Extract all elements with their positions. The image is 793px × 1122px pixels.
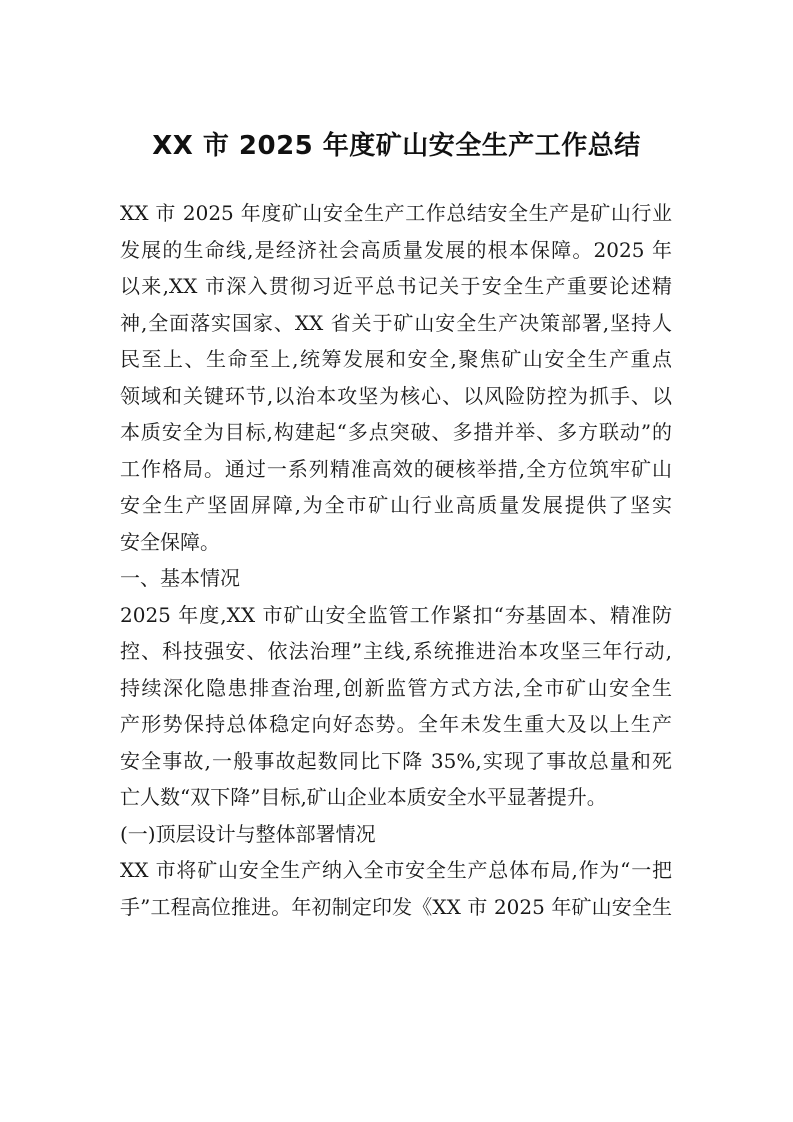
body-line: 工作格局。通过一系列精准高效的硬核举措,全方位筑牢矿山 bbox=[120, 456, 672, 481]
body-line: 发展的生命线,是经济社会高质量发展的根本保障。2025 年 bbox=[120, 237, 672, 262]
body-line: 2025 年度,XX 市矿山安全监管工作紧扣“夯基固本、精准防 bbox=[120, 602, 672, 627]
body-line: 安全保障。 bbox=[120, 529, 220, 554]
body-line: 民至上、生命至上,统筹发展和安全,聚焦矿山安全生产重点 bbox=[120, 347, 672, 371]
body-line: 产形势保持总体稳定向好态势。全年未发生重大及以上生产 bbox=[120, 712, 672, 736]
body-line: XX 市 2025 年度矿山安全生产工作总结安全生产是矿山行业 bbox=[120, 201, 672, 225]
body-line: XX 市将矿山安全生产纳入全市安全生产总体布局,作为“一把 bbox=[120, 858, 672, 882]
document-body bbox=[120, 195, 672, 925]
body-line: 安全事故,一般事故起数同比下降 35%,实现了事故总量和死 bbox=[120, 748, 672, 773]
body-line: 亡人数“双下降”目标,矿山企业本质安全水平显著提升。 bbox=[120, 785, 607, 809]
document-title: XX 市 2025 年度矿山安全生产工作总结 bbox=[152, 131, 641, 161]
body-line: 安全生产坚固屏障,为全市矿山行业高质量发展提供了坚实 bbox=[120, 493, 672, 517]
body-line: 以来,XX 市深入贯彻习近平总书记关于安全生产重要论述精 bbox=[120, 274, 672, 298]
body-line: 手”工程高位推进。年初制定印发《XX 市 2025 年矿山安全生 bbox=[120, 894, 672, 919]
body-line: 领域和关键环节,以治本攻坚为核心、以风险防控为抓手、以 bbox=[120, 383, 672, 408]
subsection-heading: (一)顶层设计与整体部署情况 bbox=[120, 821, 376, 846]
body-line: 控、科技强安、依法治理”主线,系统推进治本攻坚三年行动, bbox=[120, 639, 672, 663]
body-line: 神,全面落实国家、XX 省关于矿山安全生产决策部署,坚持人 bbox=[120, 310, 672, 335]
body-line: 本质安全为目标,构建起“多点突破、多措并举、多方联动”的 bbox=[120, 420, 672, 444]
body-line: 持续深化隐患排查治理,创新监管方式方法,全市矿山安全生 bbox=[120, 675, 672, 700]
section-heading: 一、基本情况 bbox=[120, 566, 240, 590]
